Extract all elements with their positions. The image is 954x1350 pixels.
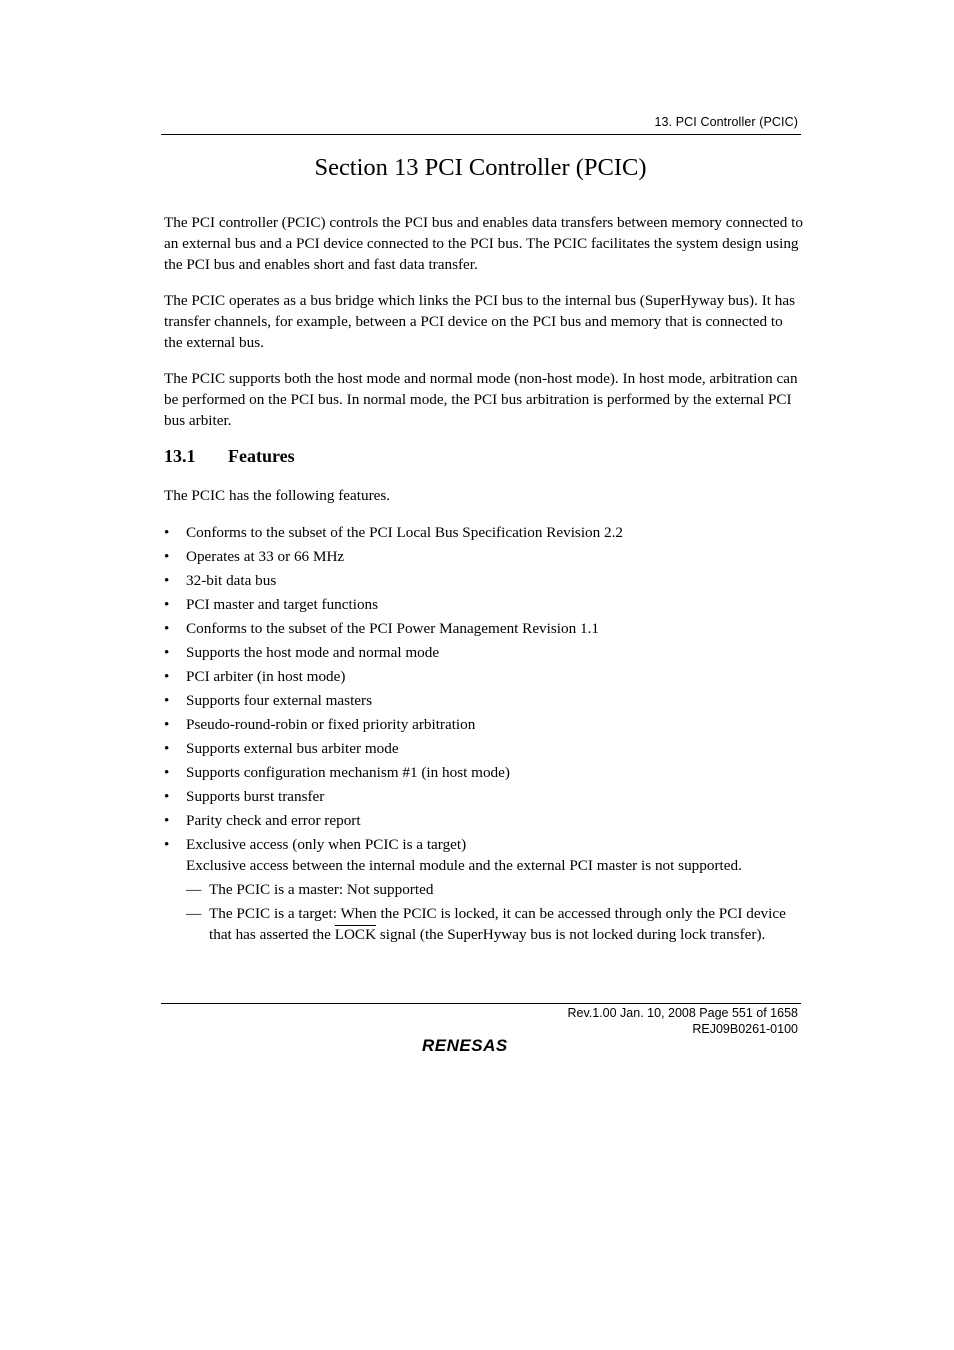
footer-rule (161, 1003, 801, 1004)
subsection-title: Features (228, 446, 295, 466)
dash-icon: — (186, 881, 202, 898)
page-footer (567, 1006, 798, 1037)
exclusive-access-note: Exclusive access between the internal module and the external PCI master is not supported. (186, 857, 742, 874)
bullet-icon: • (164, 572, 170, 589)
dash-icon: — (186, 905, 202, 922)
list-item (164, 570, 804, 591)
feature-text: Pseudo-round-robin or fixed priority arbitration (186, 716, 476, 733)
bullet-icon: • (164, 812, 170, 829)
lock-signal-name: LOCK (334, 926, 377, 943)
feature-text: 32-bit data bus (186, 572, 277, 589)
bullet-icon: • (164, 644, 170, 661)
feature-text: Supports four external masters (186, 692, 373, 709)
document-code: REJ09B0261-0100 (692, 1021, 798, 1036)
feature-list (164, 522, 804, 945)
list-item (186, 879, 804, 900)
list-item (164, 642, 804, 663)
subsection-number: 13.1 (164, 446, 196, 466)
feature-text: Parity check and error report (186, 812, 361, 829)
exclusive-access-details (186, 879, 804, 945)
bullet-icon: • (164, 788, 170, 805)
features-intro: The PCIC has the following features. (164, 487, 391, 504)
bullet-icon: • (164, 668, 170, 685)
list-item (164, 786, 804, 807)
list-item (164, 618, 804, 639)
list-item (164, 738, 804, 759)
feature-text: Conforms to the subset of the PCI Local Bus Specification Revision 2.2 (186, 524, 624, 541)
feature-text: Supports the host mode and normal mode (186, 644, 440, 661)
bullet-icon: • (164, 692, 170, 709)
list-item (164, 762, 804, 783)
list-item (164, 810, 804, 831)
bullet-icon: • (164, 620, 170, 637)
bullet-icon: • (164, 524, 170, 541)
running-header: 13. PCI Controller (PCIC) (654, 115, 798, 129)
list-item (164, 690, 804, 711)
section-title: Section 13 PCI Controller (PCIC) (314, 154, 647, 181)
list-item (164, 594, 804, 615)
list-item (164, 714, 804, 735)
revision-info: Rev.1.00 Jan. 10, 2008 Page 551 of 1658 (567, 1006, 798, 1020)
header-rule (161, 134, 801, 135)
list-item (164, 834, 804, 945)
subsection-heading (164, 446, 804, 467)
feature-text: Supports external bus arbiter mode (186, 740, 399, 757)
page-body (164, 212, 804, 948)
logo-text: RENESAS (422, 1036, 508, 1055)
list-item (164, 546, 804, 567)
feature-text: PCI master and target functions (186, 596, 379, 613)
bullet-icon: • (164, 764, 170, 781)
dash-item-master: The PCIC is a master: Not supported (209, 881, 434, 898)
renesas-logo (422, 1035, 542, 1055)
feature-text: Operates at 33 or 66 MHz (186, 548, 345, 565)
feature-text: Supports configuration mechanism #1 (in host mode) (186, 764, 510, 781)
bullet-icon: • (164, 740, 170, 757)
dash-item-target-text-end: signal (the SuperHyway bus is not locked during lock transfer). (376, 926, 766, 943)
bullet-icon: • (164, 836, 170, 853)
dash-item-target-text: The PCIC is a target: When the PCIC is locked, it can be accessed through only the PCI device that has asserted the (209, 905, 786, 943)
intro-paragraph-1: The PCI controller (PCIC) controls the PCI bus and enables data transfers between memory connected to an external bus and a PCI device connected to the PCI bus. The PCIC facilitates the system design using the PCI bus and enables short and fast data transfer. (164, 214, 803, 273)
list-item (186, 903, 804, 945)
intro-paragraph-2: The PCIC operates as a bus bridge which links the PCI bus to the internal bus (SuperHyway bus). It has transfer channels, for example, between a PCI device on the PCI bus and memory that is connected to the external bus. (164, 292, 796, 351)
bullet-icon: • (164, 716, 170, 733)
bullet-icon: • (164, 596, 170, 613)
bullet-icon: • (164, 548, 170, 565)
feature-text: Conforms to the subset of the PCI Power Management Revision 1.1 (186, 620, 599, 637)
intro-paragraph-3: The PCIC supports both the host mode and normal mode (non-host mode). In host mode, arbitration can be performed on the PCI bus. In normal mode, the PCI bus arbitration is performed by the external PCI bus arbiter. (164, 370, 798, 429)
feature-text: PCI arbiter (in host mode) (186, 668, 346, 685)
list-item (164, 666, 804, 687)
list-item (164, 522, 804, 543)
feature-text: Supports burst transfer (186, 788, 325, 805)
feature-text: Exclusive access (only when PCIC is a target) (186, 836, 467, 853)
